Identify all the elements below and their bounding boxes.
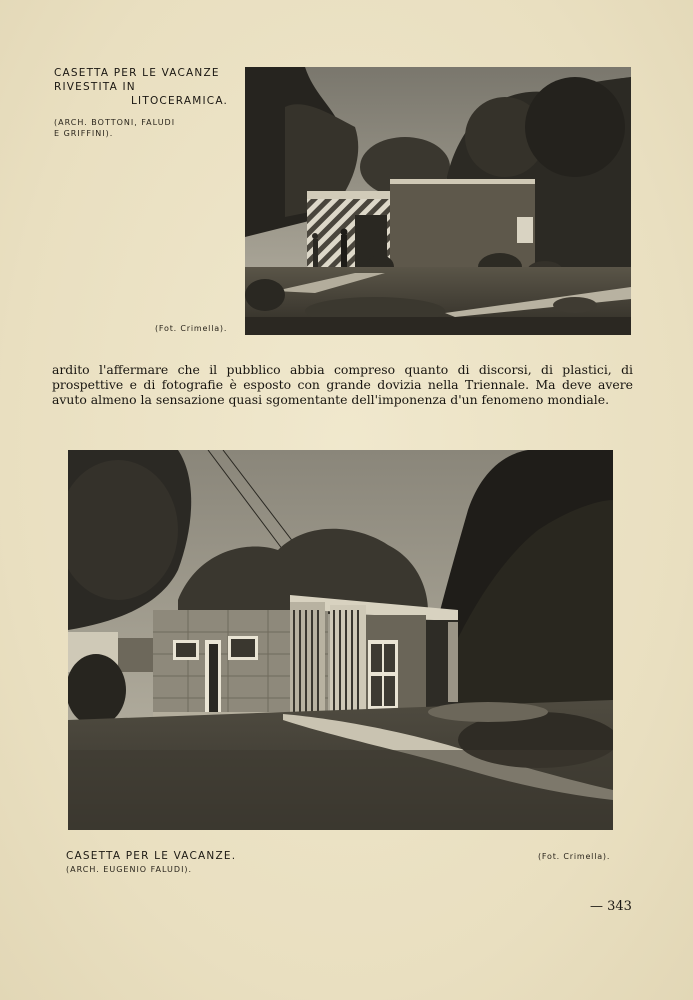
top-caption-title-line3: LITOCERAMICA.: [131, 95, 229, 107]
holiday-cottage-faludi-image: [68, 450, 613, 830]
bottom-photo-credit: (Fot. Crimella).: [538, 852, 611, 861]
bottom-caption-architect: (ARCH. EUGENIO FALUDI).: [66, 865, 193, 874]
top-caption-arch-line1: (ARCH. BOTTONI, FALUDI: [54, 118, 176, 127]
top-photo-credit: (Fot. Crimella).: [155, 324, 228, 333]
top-caption-title-line2: RIVESTITA IN: [54, 81, 136, 93]
top-caption-title: [54, 66, 239, 108]
page-number: — 343: [590, 899, 632, 914]
top-caption-architects: [54, 117, 239, 139]
top-caption-arch-line2: E GRIFFINI).: [54, 129, 114, 138]
holiday-cottage-photo-top: [245, 67, 631, 335]
bottom-photo-caption: [66, 850, 236, 874]
top-photo-caption: [54, 66, 239, 139]
holiday-cottage-photo-bottom: [68, 450, 613, 830]
body-paragraph: ardito l'affermare che il pubblico abbia compreso quanto di discorsi, di plastici, di prospettive e di fotografie è esposto con grande dovizia nella Triennale. Ma deve avere avuto almeno la sensazione quasi sgomentante dell'imponenza d'un fenomeno mondiale.: [52, 362, 633, 408]
holiday-cottage-lithoceramic-image: [245, 67, 631, 335]
top-caption-title-line1: CASETTA PER LE VACANZE: [54, 67, 220, 79]
bottom-caption-title: CASETTA PER LE VACANZE.: [66, 850, 237, 862]
